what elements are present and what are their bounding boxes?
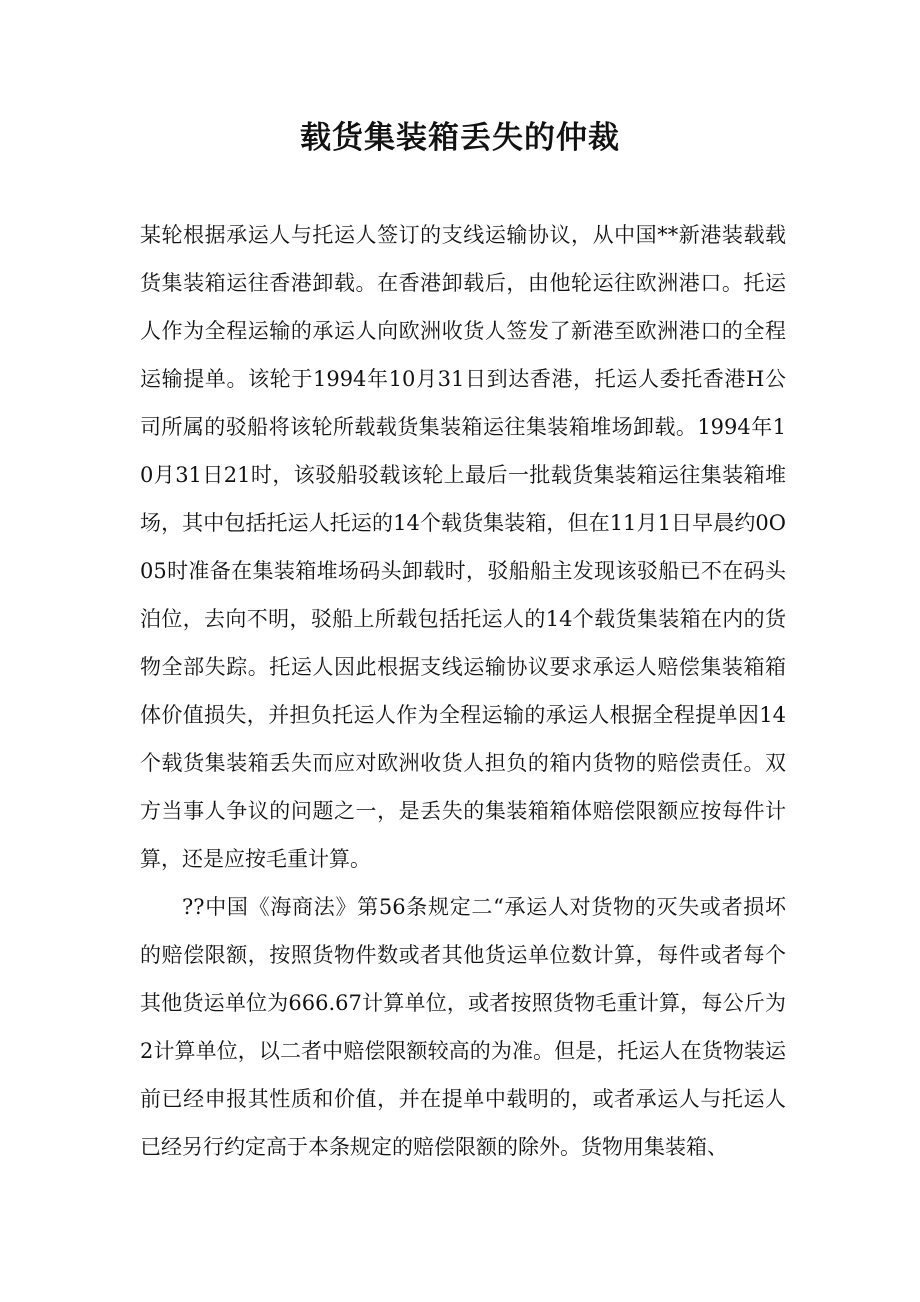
document-title: 载货集装箱丢失的仲裁 <box>300 120 620 156</box>
paragraph-case-facts: 某轮根据承运人与托运人签订的支线运输协议，从中国**新港装载载货集装箱运往香港卸载。在香港卸载后，由他轮运往欧洲港口。托运人作为全程运输的承运人向欧洲收货人签发了新港至欧洲港口的全程运输提单。该轮于1994年10月31日到达香港，托运人委托香港H公司所属的驳船将该轮所载载货集装箱运往集装箱堆场卸载。1994年10月31日21时，该驳船驳载该轮上最后一批载货集装箱运往集装箱堆场，其中包括托运人托运的14个载货集装箱，但在11月1日早晨约0O05时准备在集装箱堆场码头卸载时，驳船船主发现该驳船已不在码头泊位，去向不明，驳船上所载包括托运人的14个载货集装箱在内的货物全部失踪。托运人因此根据支线运输协议要求承运人赔偿集装箱箱体价值损失，并担负托运人作为全程运输的承运人根据全程提单因14个载货集装箱丢失而应对欧洲收货人担负的箱内货物的赔偿责任。双方当事人争议的问题之一，是丢失的集装箱箱体赔偿限额应按每件计算，还是应按毛重计算。 <box>140 223 786 871</box>
document-body <box>140 211 786 1171</box>
paragraph-maritime-law: ??中国《海商法》第56条规定二“承运人对货物的灭失或者损坏的赔偿限额，按照货物件数或者其他货运单位数计算，每件或者每个其他货运单位为666.67计算单位，或者按照货物毛重计算，每公斤为2计算单位，以二者中赔偿限额较高的为准。但是，托运人在货物装运前已经申报其性质和价值，并在提单中载明的，或者承运人与托运人已经另行约定高于本条规定的赔偿限额的除外。货物用集装箱、 <box>140 895 786 1159</box>
